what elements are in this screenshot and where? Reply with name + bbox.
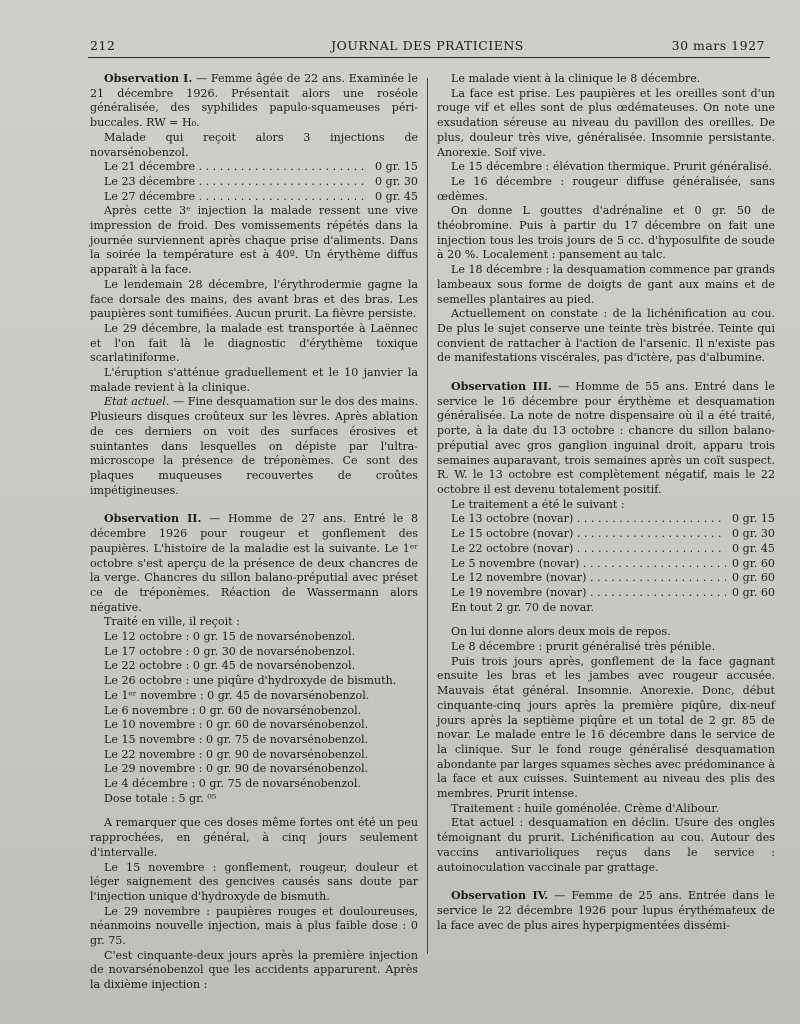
list-item: Le 12 octobre : 0 gr. 15 de novarsénobenzol. [104, 630, 356, 644]
dose-row [437, 557, 775, 572]
dose-row [90, 160, 418, 175]
obs1-paragraph [90, 72, 418, 131]
dose-row [437, 512, 775, 527]
obs2-face: La face est prise. Les paupières et les oreilles sont d'un rouge vif et elles sont de plus œdémateuses. On note une exsudation séreuse au niveau du pavillon des oreilles. De plus, douleur très vive, généralisée. Insomnie persistante. Anorexie. Soif vive. [437, 86, 775, 159]
list-item: Le 1ᵉʳ novembre : 0 gr. 45 de novarsénobenzol. [104, 688, 370, 702]
obs3-total: En tout 2 gr. 70 de novar. [451, 600, 595, 614]
obs4-intro: — Femme de 25 ans. Entrée dans le service le 22 décembre 1926 pour lupus érythémateux de la face avec de plus aires hyperpigmentées dissémi- [437, 889, 775, 932]
page-number: 212 [90, 38, 116, 53]
journal-title: JOURNAL DES PRATICIENS [331, 38, 524, 53]
obs1-laennec: Le 29 décembre, la malade est transportée à Laënnec et l'on fait là le diagnostic d'érythème toxique scarlatiniforme. [90, 321, 418, 365]
obs2-dose-list [90, 630, 418, 806]
list-item: Le 4 décembre : 0 gr. 75 de novarsénobenzol. [104, 777, 361, 791]
list-item: Le 15 novembre : 0 gr. 75 de novarsénobenzol. [104, 732, 369, 746]
issue-date: 30 mars 1927 [671, 38, 765, 53]
right-column [437, 72, 775, 933]
dose-value: 0 gr. 30 [732, 527, 775, 541]
obs3-title: Observation III. [451, 380, 552, 394]
list-item: Le 10 novembre : 0 gr. 60 de novarsénobenzol. [104, 718, 369, 732]
obs2-onset: C'est cinquante-deux jours après la première injection de novarsénobenzol que les accidents apparurent. Après la dixième injection : [90, 948, 418, 992]
left-column [90, 72, 418, 993]
obs2-therapy: On donne L gouttes d'adrénaline et 0 gr. 50 de théobromine. Puis à partir du 17 décembre on fait une injection tous les trois jours de 5 cc. d'hyposulfite de soude à 20 %. Localement : pansement au talc. [437, 204, 775, 262]
obs2-dec15: Le 15 décembre : élévation thermique. Prurit généralisé. [451, 160, 773, 174]
obs3-treatment-intro: Le traitement a été le suivant : [451, 497, 625, 511]
dose-date: Le 27 décembre . . . [104, 190, 369, 205]
obs1-title: Observation I. [104, 72, 193, 85]
list-item: Le 6 novembre : 0 gr. 60 de novarsénobenzol. [104, 703, 362, 717]
obs3-course: Puis trois jours après, gonflement de la face gagnant ensuite les bras et les jambes avec rougeur accusée. Mauvais état général. Insomnie. Anorexie. Donc, début cinquante-cinq jours après la première piqûre, dix-neuf jours après la septième piqûre et un total de 2 gr. 85 de novar. Le malade entre le 16 décembre dans le service de la clinique. Sur le fond rouge généralisé desquamation abondante par larges squames sèches avec prédominance à la face et aux cuisses. Suintement au niveau des plis des membres. Prurit intense. [437, 654, 775, 801]
dose-row [437, 586, 775, 601]
obs2-intro: — Homme de 27 ans. Entré le 8 décembre 1926 pour rougeur et gonflement des paupières. L'histoire de la maladie est la suivante. Le 1ᵉʳ octobre s'est aperçu de la présence de deux chancres de la verge. Chancres du sillon balano-préputial avec préset ce de tréponèmes. Réaction de Wassermann alors négative. [90, 512, 418, 614]
dose-value: 0 gr. 45 [375, 189, 418, 203]
obs2-nov29: Le 29 novembre : paupières rouges et douloureuses, néanmoins nouvelle injection, mais à plus faible dose : 0 gr. 75. [90, 904, 418, 948]
dose-date: Le 19 novembre (novar) . . . [451, 586, 726, 601]
etat-text: — Fine desquamation sur le dos des mains. Plusieurs disques croûteux sur les lèvres. Après ablation de ces derniers on voit des surfaces érosives et suintantes dans lesquelles on dépiste par l'ultra-microscope la présence de tréponèmes. Ce sont des plaques muqueuses recouvertes de croûtes impétigineuses. [90, 395, 418, 497]
header-rule [88, 57, 770, 58]
dose-row [437, 542, 775, 557]
dose-row [90, 175, 418, 190]
list-item: Dose totale : 5 gr. ⁰⁵ [104, 791, 217, 805]
dose-date: Le 13 octobre (novar) . . . [451, 512, 726, 527]
column-divider [427, 78, 428, 954]
dose-value: 0 gr. 15 [732, 512, 775, 526]
obs2-remark: A remarquer que ces doses même fortes ont été un peu rapprochées, en général, à cinq jours seulement d'intervalle. [90, 816, 418, 859]
dose-row [437, 527, 775, 542]
list-item: Le 22 novembre : 0 gr. 90 de novarsénobenzol. [104, 747, 369, 761]
obs2-dec18: Le 18 décembre : la desquamation commence par grands lambeaux sous forme de doigts de gant aux mains et de semelles plantaires au pied. [437, 263, 775, 306]
obs4-title: Observation IV. [451, 889, 549, 903]
dose-date: Le 12 novembre (novar) . . . [451, 571, 726, 586]
obs2-nov15: Le 15 novembre : gonflement, rougeur, douleur et léger saignement des gencives causés sans doute par l'injection unique d'hydroxyde de bismuth. [90, 860, 418, 903]
obs1-intro: — Femme âgée de 22 ans. Examinée le 21 décembre 1926. Présentait alors une roséole généralisée, des syphilides papulo-squameuses péri-buccales. RW = H₀. [90, 72, 418, 130]
list-item: Le 17 octobre : 0 gr. 30 de novarsénobenzol. [104, 644, 356, 658]
obs3-paragraph [437, 380, 775, 498]
obs4-paragraph [437, 889, 775, 933]
obs2-dec16: Le 16 décembre : rougeur diffuse généralisée, sans œdèmes. [437, 174, 775, 203]
dose-row [437, 571, 775, 586]
dose-date: Le 22 octobre (novar) . . . [451, 542, 726, 557]
obs3-dec8: Le 8 décembre : prurit généralisé très pénible. [451, 640, 715, 654]
list-item: Le 22 octobre : 0 gr. 45 de novarsénobenzol. [104, 659, 356, 673]
dose-value: 0 gr. 60 [732, 556, 775, 570]
list-item: Le 29 novembre : 0 gr. 90 de novarsénobenzol. [104, 762, 369, 776]
dose-date: Le 5 novembre (novar) . . . [451, 557, 726, 572]
obs2-paragraph [90, 512, 418, 615]
etat-label: Etat actuel. [104, 395, 170, 409]
dose-value: 0 gr. 60 [732, 571, 775, 585]
obs1-return: L'éruption s'atténue graduellement et le 10 janvier la malade revient à la clinique. [90, 366, 418, 394]
obs1-next-day: Le lendemain 28 décembre, l'érythrodermie gagne la face dorsale des mains, des avant bras et des bras. Les paupières sont tumifiées. Aucun prurit. La fièvre persiste. [90, 277, 418, 321]
dose-date: Le 21 décembre . . . [104, 160, 369, 175]
dose-date: Le 15 octobre (novar) . . . [451, 527, 726, 542]
dose-value: 0 gr. 30 [375, 174, 418, 188]
obs2-current: Actuellement on constate : de la lichénification au cou. De plus le sujet conserve une teinte très bistrée. Teinte qui convient de rattacher à l'action de l'arsenic. Il n'existe pas de manifestations viscérales, pas d'ictère, pas d'albumine. [437, 307, 775, 365]
obs3-current: Etat actuel : desquamation en déclin. Usure des ongles témoignant du prurit. Lichénification au cou. Autour des vaccins antivarioliques reçus dans le service : autoinoculation vaccinale par grattage. [437, 816, 775, 874]
obs1-injections: Malade qui reçoit alors 3 injections de novarsénobenzol. [90, 130, 418, 159]
list-item: Le 26 octobre : une piqûre d'hydroxyde de bismuth. [104, 674, 397, 688]
page-header [90, 36, 765, 58]
dose-value: 0 gr. 45 [732, 541, 775, 555]
obs2-treatment-intro: Traité en ville, il reçoit : [104, 615, 240, 629]
etat-actuel-paragraph [90, 395, 418, 498]
obs2-arrival: Le malade vient à la clinique le 8 décembre. [451, 72, 701, 85]
obs3-intro: — Homme de 55 ans. Entré dans le service le 16 décembre pour érythème et desquamation généralisée. La note de notre dispensaire où il a été traité, porte, à la date du 13 octobre : chancre du sillon balano-préputial avec gros ganglion inguinal droit, apparu trois semaines auparavant, trois semaines après un coït suspect. R. W. le 13 octobre est complètement négatif, mais le 22 octobre il est devenu totalement positif. [437, 380, 775, 496]
dose-value: 0 gr. 60 [732, 585, 775, 599]
dose-date: Le 23 décembre . . . [104, 175, 369, 190]
obs3-rest: On lui donne alors deux mois de repos. [451, 625, 671, 639]
obs3-treatment: Traitement : huile goménolée. Crème d'Alibour. [451, 801, 720, 815]
dose-value: 0 gr. 15 [375, 160, 418, 174]
obs1-reaction: Après cette 3ᵉ injection la malade ressent une vive impression de froid. Des vomissements répétés dans la journée surviennent après chaque prise d'aliments. Dans la soirée la température est à 40º. Un érythème diffus apparaît à la face. [90, 204, 418, 277]
obs2-title: Observation II. [104, 512, 202, 526]
dose-row [90, 190, 418, 205]
